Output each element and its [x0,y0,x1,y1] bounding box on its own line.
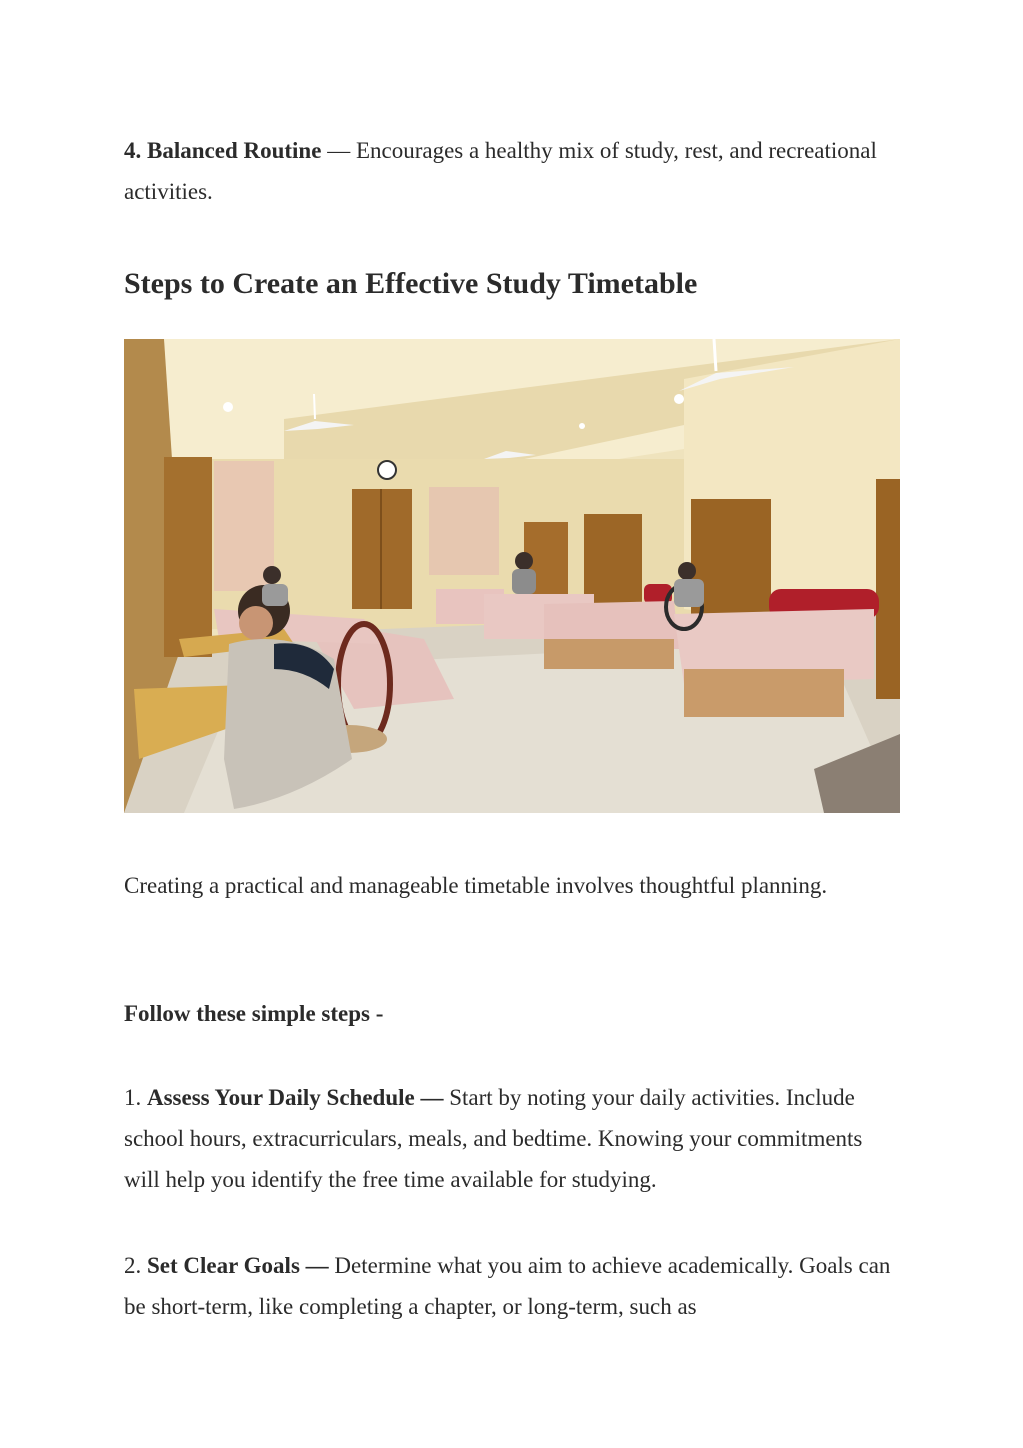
step-1-text: Start by noting your daily activities. Include school hours, extracurriculars, meals, and bedtime. Knowing your commitments will help you identify the free time available for studying. [124,1085,863,1192]
intro-paragraph: Creating a practical and manageable timetable involves thoughtful planning. [124,873,828,898]
balanced-routine-text: — Encourages a healthy mix of study, rest, and recreational activities. [124,138,877,204]
step-2-paragraph [124,1245,894,1327]
section-heading: Steps to Create an Effective Study Timetable [124,267,698,300]
step-2-number: 2. [124,1253,147,1278]
balanced-routine-label: 4. Balanced Routine [124,138,322,163]
step-2-title: Set Clear Goals — [147,1253,329,1278]
follow-steps-subheading: Follow these simple steps - [124,1001,384,1026]
step-1-title: Assess Your Daily Schedule — [147,1085,444,1110]
balanced-routine-paragraph [124,130,894,212]
step-1-number: 1. [124,1085,147,1110]
dormitory-photo [124,339,900,813]
step-2-text: Determine what you aim to achieve academically. Goals can be short-term, like completing a chapter, or long-term, such as [124,1253,891,1319]
step-1-paragraph [124,1077,894,1200]
